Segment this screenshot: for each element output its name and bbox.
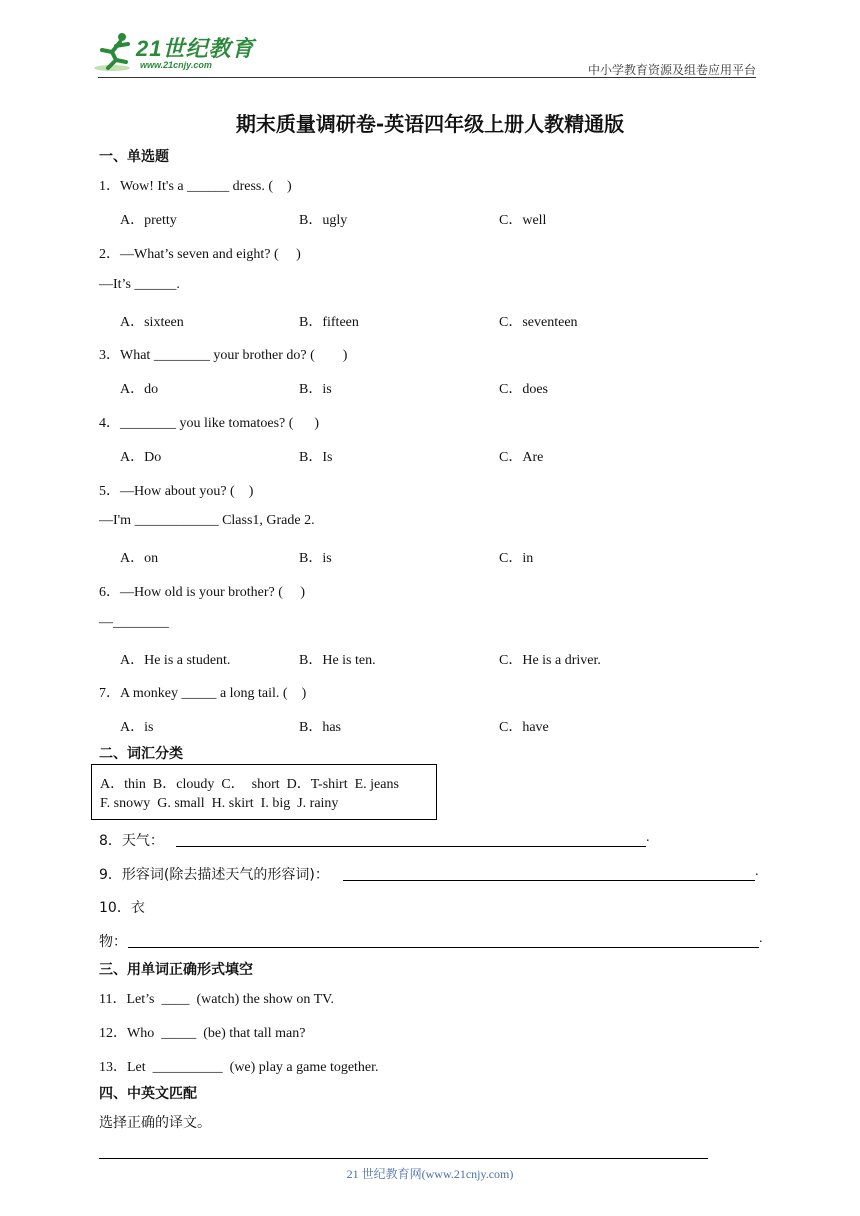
question-9-label: 9．形容词(除去描述天气的形容词)：	[99, 867, 329, 883]
question-9-answer-blank[interactable]	[343, 880, 755, 881]
question-8-label: 8．天气：	[99, 833, 164, 849]
question-2-option-c: C．seventeen	[499, 315, 578, 330]
header-divider	[98, 77, 756, 78]
question-10-label: 10．衣	[99, 900, 145, 916]
question-13: 13．Let __________ (we) play a game together.	[99, 1060, 379, 1075]
question-3-option-c: C．does	[499, 382, 548, 397]
question-7-option-b: B．has	[299, 720, 341, 735]
logo-brand-text: 21世纪教育	[136, 36, 255, 61]
question-12: 12．Who _____ (be) that tall man?	[99, 1026, 306, 1041]
word-bank-line-1: A．thin B．cloudy C． short D．T-shirt E. jeans	[100, 777, 399, 792]
question-10-end: .	[759, 931, 763, 946]
question-7-option-c: C．have	[499, 720, 549, 735]
question-6-option-c: C．He is a driver.	[499, 653, 601, 668]
word-bank-box	[91, 764, 437, 820]
header-platform-text: 中小学教育资源及组卷应用平台	[587, 63, 756, 77]
logo	[92, 30, 262, 78]
runner-logo-icon	[92, 30, 138, 76]
section-heading-1: 一、单选题	[99, 149, 169, 165]
question-7-option-a: A．is	[120, 720, 154, 735]
question-3-option-b: B．is	[299, 382, 332, 397]
question-6-stem: 6．—How old is your brother? ( )	[99, 585, 306, 600]
question-1-option-a: A．pretty	[120, 213, 177, 228]
question-4-stem: 4．________ you like tomatoes? ( )	[99, 416, 320, 431]
page-title: 期末质量调研卷-英语四年级上册人教精通版	[235, 112, 625, 136]
question-5-sub: —I'm ____________ Class1, Grade 2.	[99, 513, 315, 528]
question-9-end: .	[755, 864, 759, 879]
question-2-option-b: B．fifteen	[299, 315, 359, 330]
question-2-stem: 2．—What’s seven and eight? ( )	[99, 247, 301, 262]
question-1-option-b: B．ugly	[299, 213, 348, 228]
section-heading-3: 三、用单词正确形式填空	[99, 962, 253, 978]
question-5-option-a: A．on	[120, 551, 159, 566]
question-4-option-a: A．Do	[120, 450, 162, 465]
question-3-stem: 3．What ________ your brother do? ( )	[99, 348, 348, 363]
question-3-option-a: A．do	[120, 382, 159, 397]
question-8-end: .	[646, 830, 650, 845]
question-11: 11．Let’s ____ (watch) the show on TV.	[99, 992, 334, 1007]
question-10-answer-blank[interactable]	[128, 947, 759, 948]
footer-text: 21 世纪教育网(www.21cnjy.com)	[346, 1167, 514, 1181]
word-bank-line-2: F. snowy G. small H. skirt I. big J. rainy	[100, 796, 339, 811]
question-6-sub: —________	[99, 615, 169, 630]
question-1-option-c: C．well	[499, 213, 547, 228]
question-5-stem: 5．—How about you? ( )	[99, 484, 254, 499]
question-8-answer-blank[interactable]	[176, 846, 646, 847]
question-4-option-c: C．Are	[499, 450, 544, 465]
question-6-option-b: B．He is ten.	[299, 653, 376, 668]
question-10-label-cont: 物：	[99, 934, 127, 950]
question-5-option-c: C．in	[499, 551, 534, 566]
question-4-option-b: B．Is	[299, 450, 333, 465]
question-5-option-b: B．is	[299, 551, 332, 566]
section-heading-2: 二、词汇分类	[99, 746, 183, 762]
section-4-instruction: 选择正确的译文。	[99, 1115, 211, 1131]
logo-url-text: www.21cnjy.com	[140, 60, 212, 70]
question-2-sub: —It’s ______.	[99, 277, 180, 292]
footer-divider	[99, 1158, 708, 1159]
question-7-stem: 7．A monkey _____ a long tail. ( )	[99, 686, 307, 701]
section-heading-4: 四、中英文匹配	[99, 1086, 197, 1102]
question-1-stem: 1．Wow! It's a ______ dress. ( )	[99, 179, 292, 194]
question-6-option-a: A．He is a student.	[120, 653, 231, 668]
question-2-option-a: A．sixteen	[120, 315, 184, 330]
